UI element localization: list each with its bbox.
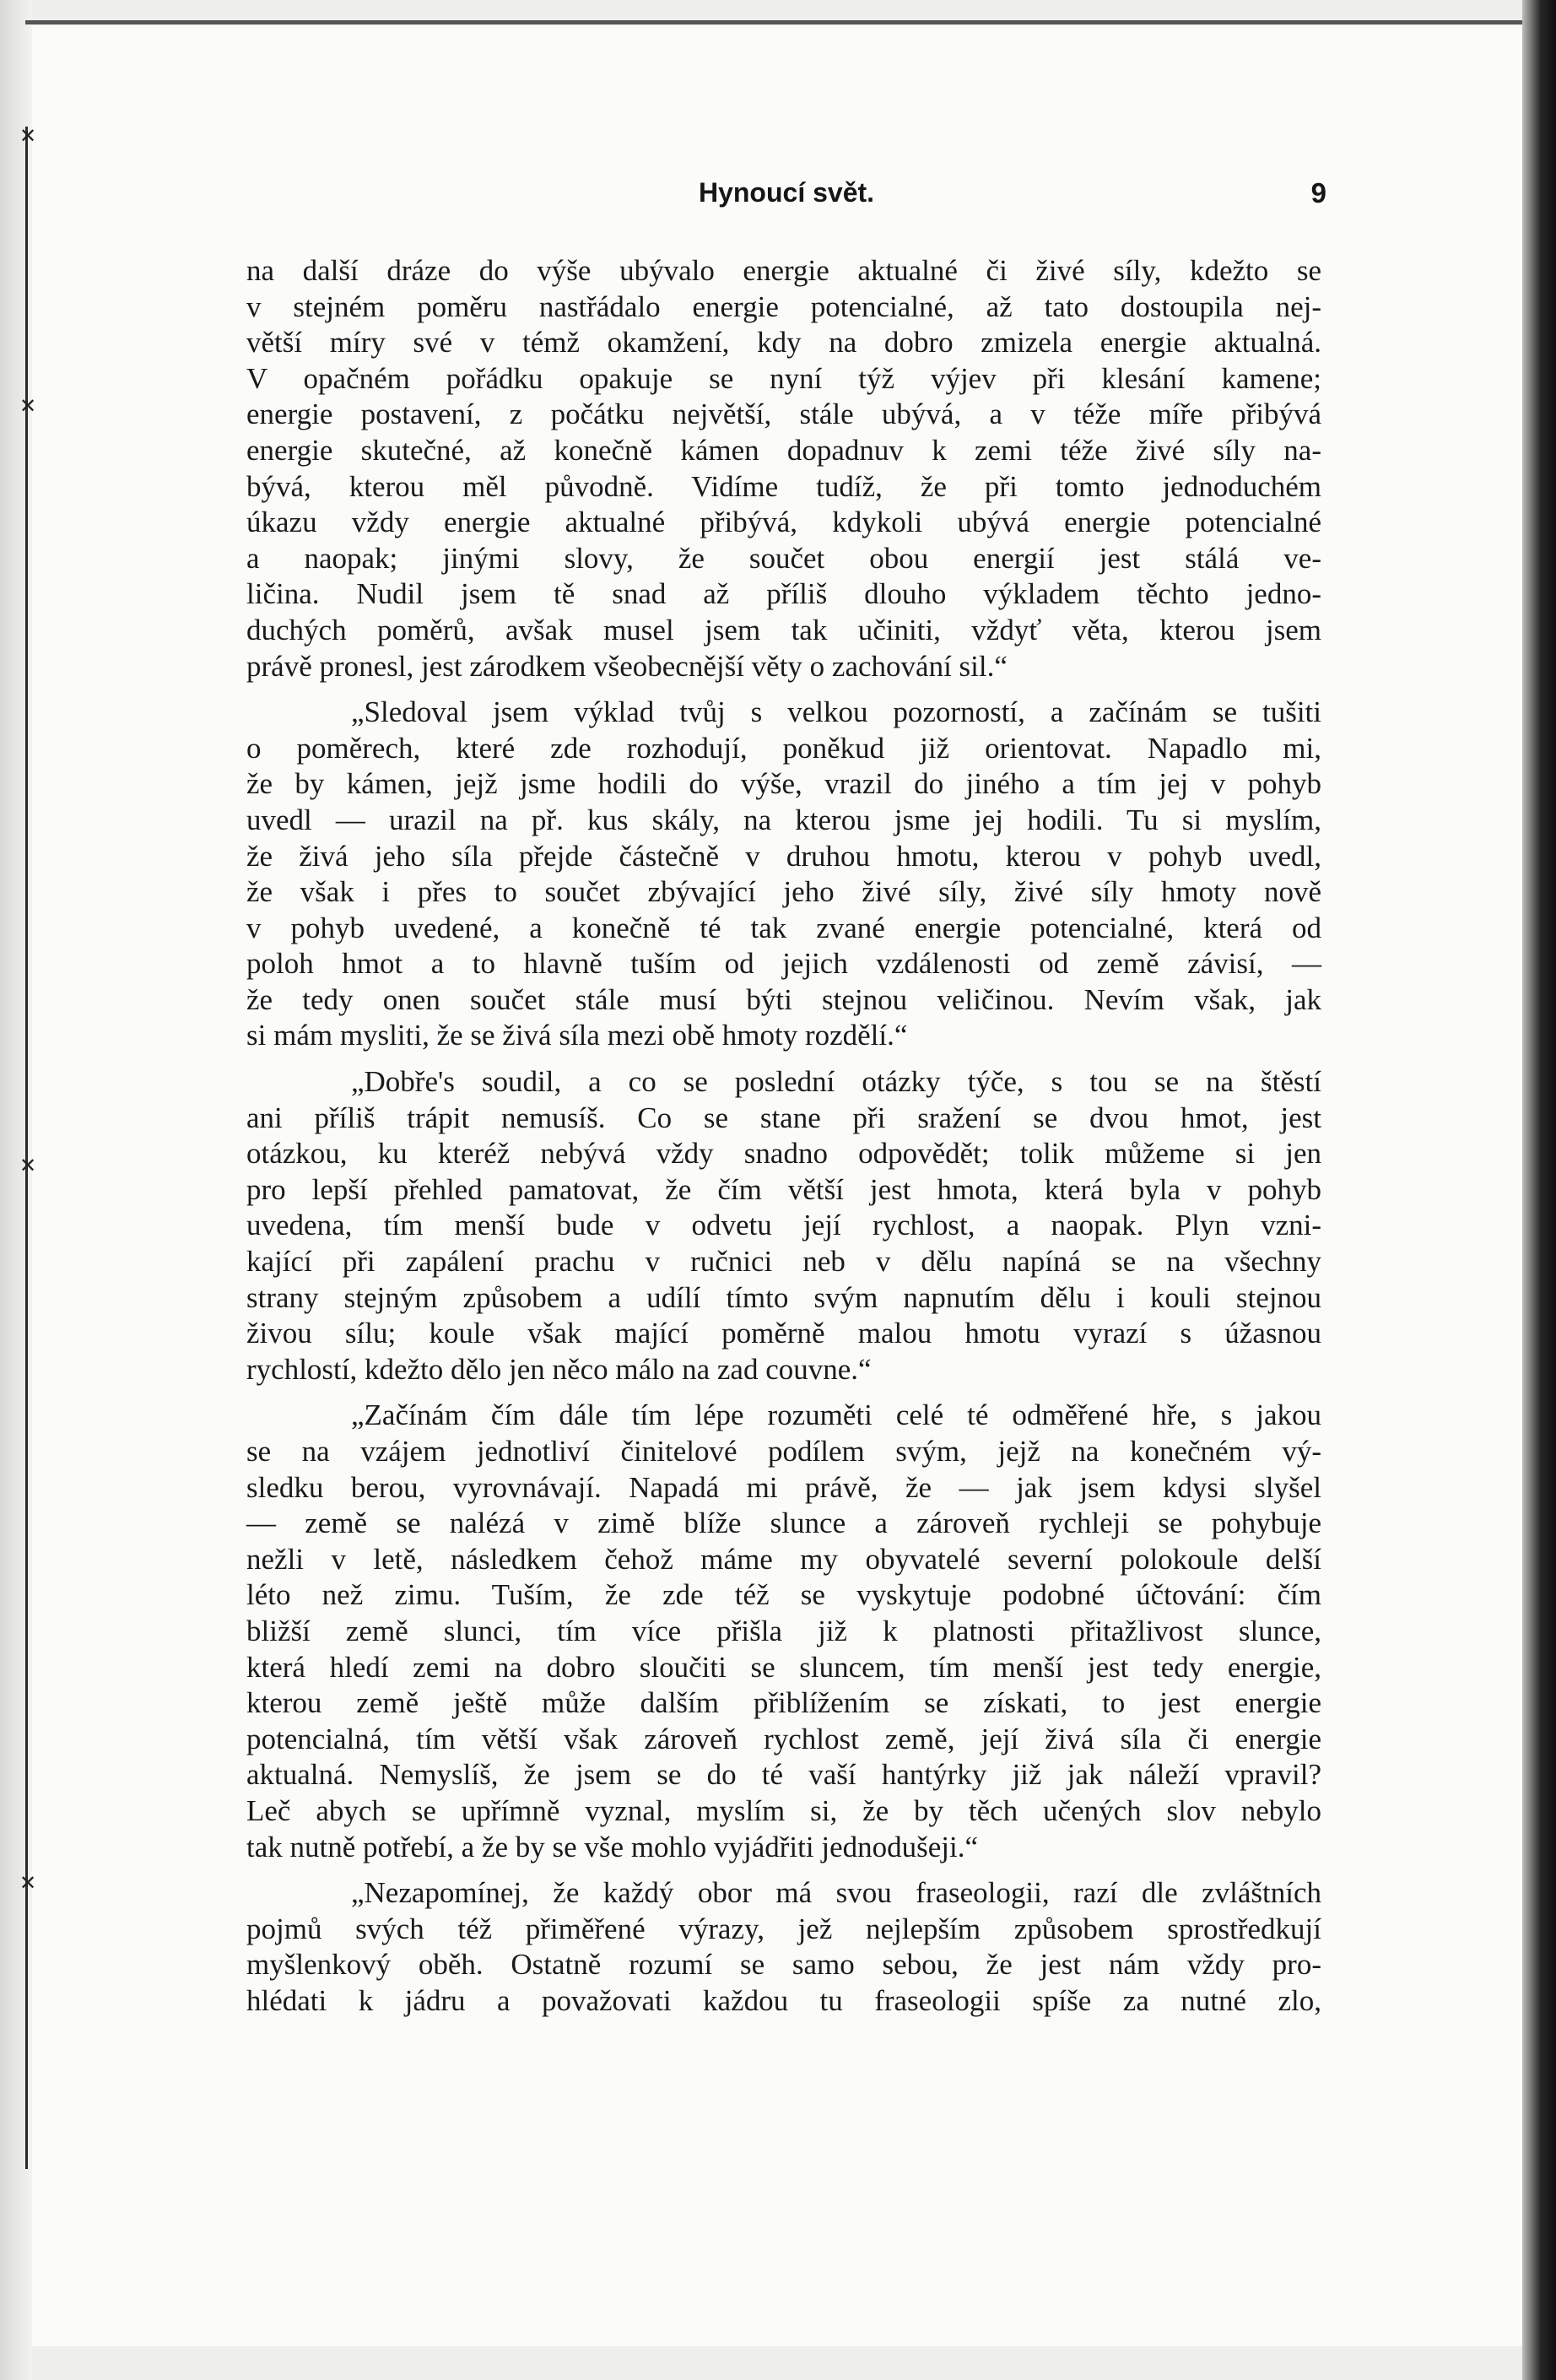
text-line: energie skutečné, až konečně kámen dopadnuv k zemi téže živé síly na-	[246, 433, 1321, 467]
paragraph	[246, 1875, 1321, 2019]
text-line: kající při zapálení prachu v ručnici neb v dělu napíná se na všechny	[246, 1245, 1321, 1279]
text-line: živou sílu; koule však mající poměrně malou hmotu vyrazí s úžasnou	[246, 1317, 1321, 1350]
paragraph	[246, 695, 1321, 1054]
text-line: „Nezapomínej, že každý obor má svou fraseologii, razí dle zvláštních	[351, 1876, 1321, 1910]
text-line: uvedena, tím menší bude v odvetu její rychlost, a naopak. Plyn vzni-	[246, 1209, 1321, 1242]
binding-thread-mark: ✕	[19, 124, 37, 148]
text-line: kterou země ještě může dalším přiblížením se získati, to jest energie	[246, 1686, 1321, 1720]
text-line: „Sledoval jsem výklad tvůj s velkou pozorností, a začínám se tušiti	[351, 695, 1321, 729]
text-line: Leč abych se upřímně vyznal, myslím si, že by těch učených slov nebylo	[246, 1793, 1321, 1827]
text-line: poloh hmot a to hlavně tuším od jejich vzdálenosti od země závisí, —	[246, 947, 1321, 981]
text-line: o poměrech, které zde rozhodují, poněkud již orientovat. Napadlo mi,	[246, 731, 1321, 765]
text-line: ličina. Nudil jsem tě snad až příliš dlouho výkladem těchto jedno-	[246, 577, 1321, 611]
text-line: se na vzájem jednotliví činitelové podílem svým, jejž na konečném vý-	[246, 1435, 1321, 1468]
text-line: potencialná, tím větší však zároveň rychlost země, její živá síla či energie	[246, 1722, 1321, 1755]
text-line: že by kámen, jejž jsme hodili do výše, vrazil do jiného a tím jej v pohyb	[246, 767, 1321, 801]
text-line: která hledí zemi na dobro sloučiti se sluncem, tím menší jest tedy energie,	[246, 1650, 1321, 1684]
scan-right-edge	[1522, 0, 1556, 2380]
page-header	[246, 177, 1326, 211]
text-line: bývá, kterou měl původně. Vidíme tudíž, že při tomto jednoduchém	[246, 469, 1321, 503]
text-line: větší míry své v témž okamžení, kdy na dobro zmizela energie aktualná.	[246, 326, 1321, 360]
text-line: si mám mysliti, že se živá síla mezi obě hmoty rozdělí.“	[246, 1019, 908, 1052]
text-line: duchých poměrů, avšak musel jsem tak učiniti, vždyť věta, kterou jsem	[246, 613, 1321, 646]
text-line: a naopak; jinými slovy, že součet obou energií jest stálá ve-	[246, 541, 1321, 575]
binding-thread-mark: ✕	[19, 1154, 37, 1177]
text-line: ani příliš trápit nemusíš. Co se stane při sražení se dvou hmot, jest	[246, 1101, 1321, 1134]
text-line: sledku berou, vyrovnávají. Napadá mi právě, že — jak jsem kdysi slyšel	[246, 1470, 1321, 1504]
text-line: strany stejným způsobem a udílí tímto svým napnutím dělu i kouli stejnou	[246, 1280, 1321, 1314]
text-line: na další dráze do výše ubývalo energie aktualné či živé síly, kdežto se	[246, 254, 1321, 287]
paragraph	[246, 253, 1321, 684]
page-top-rule	[25, 20, 1536, 24]
text-line: rychlostí, kdežto dělo jen něco málo na zad couvne.“	[246, 1352, 872, 1386]
text-line: aktualná. Nemyslíš, že jsem se do té vaší hantýrky již jak náleží vpravil?	[246, 1758, 1321, 1792]
text-line: „Dobře's soudil, a co se poslední otázky týče, s tou se na štěstí	[351, 1065, 1321, 1099]
text-line: hlédati k jádru a považovati každou tu fraseologii spíše za nutné zlo,	[246, 1983, 1321, 2017]
binding-edge-line	[25, 127, 28, 2169]
page-number: 9	[1310, 177, 1326, 208]
text-line: — země se nalézá v zimě blíže slunce a zároveň rychleji se pohybuje	[246, 1506, 1321, 1540]
text-line: bližší země slunci, tím více přišla již k platnosti přitažlivost slunce,	[246, 1614, 1321, 1647]
text-line: pro lepší přehled pamatovat, že čím větší jest hmota, která byla v pohyb	[246, 1172, 1321, 1206]
text-line: tak nutně potřebí, a že by se vše mohlo vyjádřiti jednodušeji.“	[246, 1830, 979, 1863]
text-line: v pohyb uvedené, a konečně té tak zvané energie potencialné, která od	[246, 911, 1321, 944]
text-line: „Začínám čím dále tím lépe rozuměti celé té odměřené hře, s jakou	[351, 1398, 1321, 1432]
text-line: léto než zimu. Tuším, že zde též se vyskytuje podobné účtování: čím	[246, 1578, 1321, 1612]
binding-thread-mark: ✕	[19, 1871, 37, 1895]
text-line: V opačném pořádku opakuje se nyní týž výjev při klesání kamene;	[246, 361, 1321, 395]
text-line: že tedy onen součet stále musí býti stejnou veličinou. Nevím však, jak	[246, 982, 1321, 1016]
paragraph	[246, 1398, 1321, 1865]
body-text	[246, 253, 1321, 2020]
text-line: v stejném poměru nastřádalo energie potencialné, až tato dostoupila nej-	[246, 289, 1321, 323]
text-line: uvedl — urazil na př. kus skály, na kterou jsme jej hodili. Tu si myslím,	[246, 803, 1321, 836]
text-line: právě pronesl, jest zárodkem všeobecnější věty o zachování sil.“	[246, 649, 1008, 683]
text-line: nežli v letě, následkem čehož máme my obyvatelé severní polokoule delší	[246, 1542, 1321, 1576]
text-line: otázkou, ku kteréž nebývá vždy snadno odpovědět; tolik můžeme si jen	[246, 1137, 1321, 1171]
text-line: že živá jeho síla přejde částečně v druhou hmotu, kterou v pohyb uvedl,	[246, 839, 1321, 873]
text-line: že však i přes to součet zbývající jeho živé síly, živé síly hmoty nově	[246, 875, 1321, 909]
text-line: myšlenkový oběh. Ostatně rozumí se samo sebou, že jest nám vždy pro-	[246, 1948, 1321, 1982]
text-line: pojmů svých též přiměřené výrazy, jež nejlepším způsobem sprostředkují	[246, 1912, 1321, 1945]
text-line: energie postavení, z počátku největší, stále ubývá, a v téže míře přibývá	[246, 398, 1321, 431]
binding-thread-mark: ✕	[19, 394, 37, 418]
paragraph	[246, 1064, 1321, 1387]
text-line: úkazu vždy energie aktualné přibývá, kdykoli ubývá energie potencialné	[246, 506, 1321, 539]
running-title: Hynoucí svět.	[698, 177, 875, 208]
